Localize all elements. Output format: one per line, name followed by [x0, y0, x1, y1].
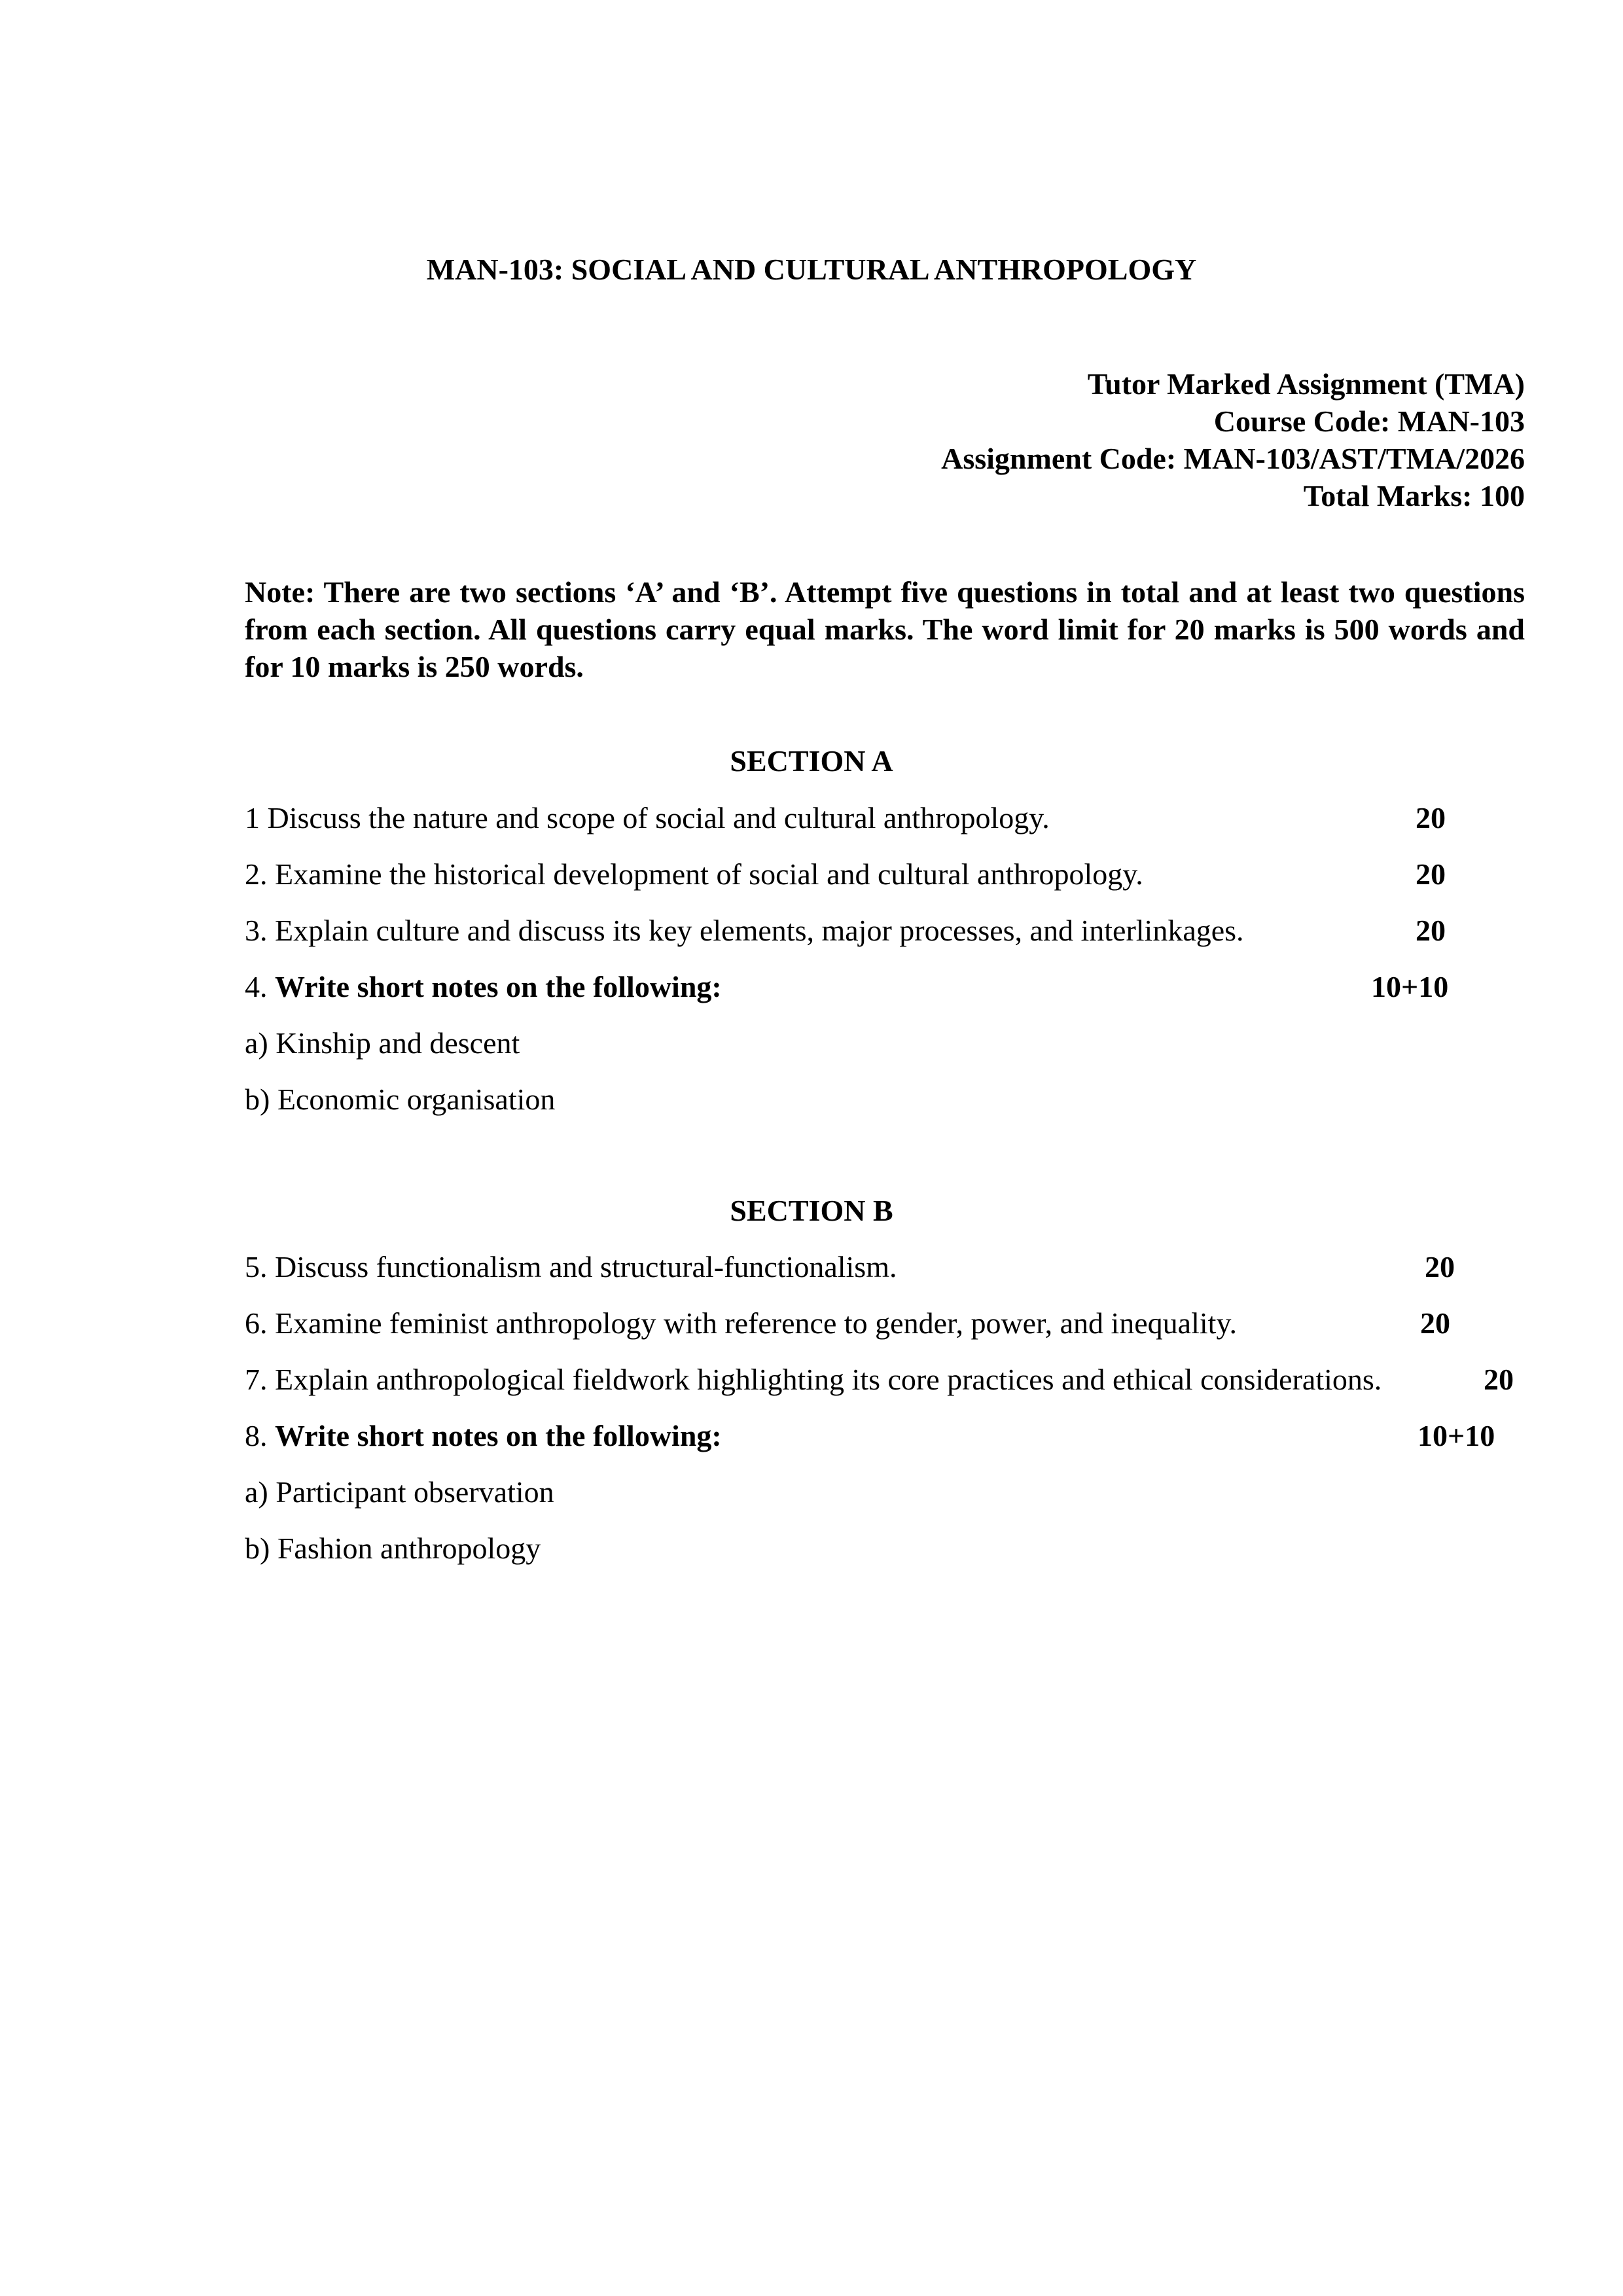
instructions-note: Note: There are two sections ‘A’ and ‘B’. Attempt five questions in total and at least two questions from each section. All questions carry equal marks. The word limit for 20 marks is 500 words and for 10 marks is 250 words. — [245, 575, 1525, 683]
question-6-marks: 20 — [1420, 1306, 1450, 1340]
question-8 — [245, 1418, 722, 1454]
question-8-marks: 10+10 — [1418, 1419, 1495, 1452]
assignment-code: Assignment Code: MAN-103/AST/TMA/2026 — [941, 442, 1525, 475]
question-8-number: 8. — [245, 1419, 268, 1452]
question-5-marks: 20 — [1425, 1250, 1455, 1283]
question-4-marks: 10+10 — [1371, 970, 1449, 1003]
question-8-part-a: a) Participant observation — [245, 1475, 554, 1509]
question-1: 1 Discuss the nature and scope of social and cultural anthropology. — [245, 801, 1050, 834]
question-8-part-b: b) Fashion anthropology — [245, 1532, 541, 1565]
course-title: MAN-103: SOCIAL AND CULTURAL ANTHROPOLOGY — [426, 253, 1197, 286]
assignment-info — [941, 365, 1525, 514]
course-code: Course Code: MAN-103 — [1213, 404, 1525, 438]
question-4 — [245, 969, 722, 1005]
question-4-part-a: a) Kinship and descent — [245, 1026, 520, 1060]
total-marks: Total Marks: 100 — [1303, 479, 1525, 512]
section-a-heading: SECTION A — [730, 744, 893, 778]
assignment-type: Tutor Marked Assignment (TMA) — [1087, 367, 1525, 401]
question-6: 6. Examine feminist anthropology with reference to gender, power, and inequality. — [245, 1306, 1237, 1340]
question-1-marks: 20 — [1416, 801, 1446, 834]
question-3-marks: 20 — [1416, 914, 1446, 947]
question-7-marks: 20 — [1484, 1363, 1514, 1396]
question-8-text: Write short notes on the following: — [275, 1419, 722, 1452]
question-2-marks: 20 — [1416, 857, 1446, 891]
question-3: 3. Explain culture and discuss its key elements, major processes, and interlinkages. — [245, 914, 1244, 947]
question-2: 2. Examine the historical development of social and cultural anthropology. — [245, 857, 1143, 891]
question-7: 7. Explain anthropological fieldwork highlighting its core practices and ethical considerations. — [245, 1363, 1382, 1396]
section-b-heading: SECTION B — [730, 1194, 893, 1227]
question-5: 5. Discuss functionalism and structural-functionalism. — [245, 1250, 897, 1283]
question-4-number: 4. — [245, 970, 268, 1003]
question-4-text: Write short notes on the following: — [275, 970, 722, 1003]
question-4-part-b: b) Economic organisation — [245, 1083, 556, 1116]
